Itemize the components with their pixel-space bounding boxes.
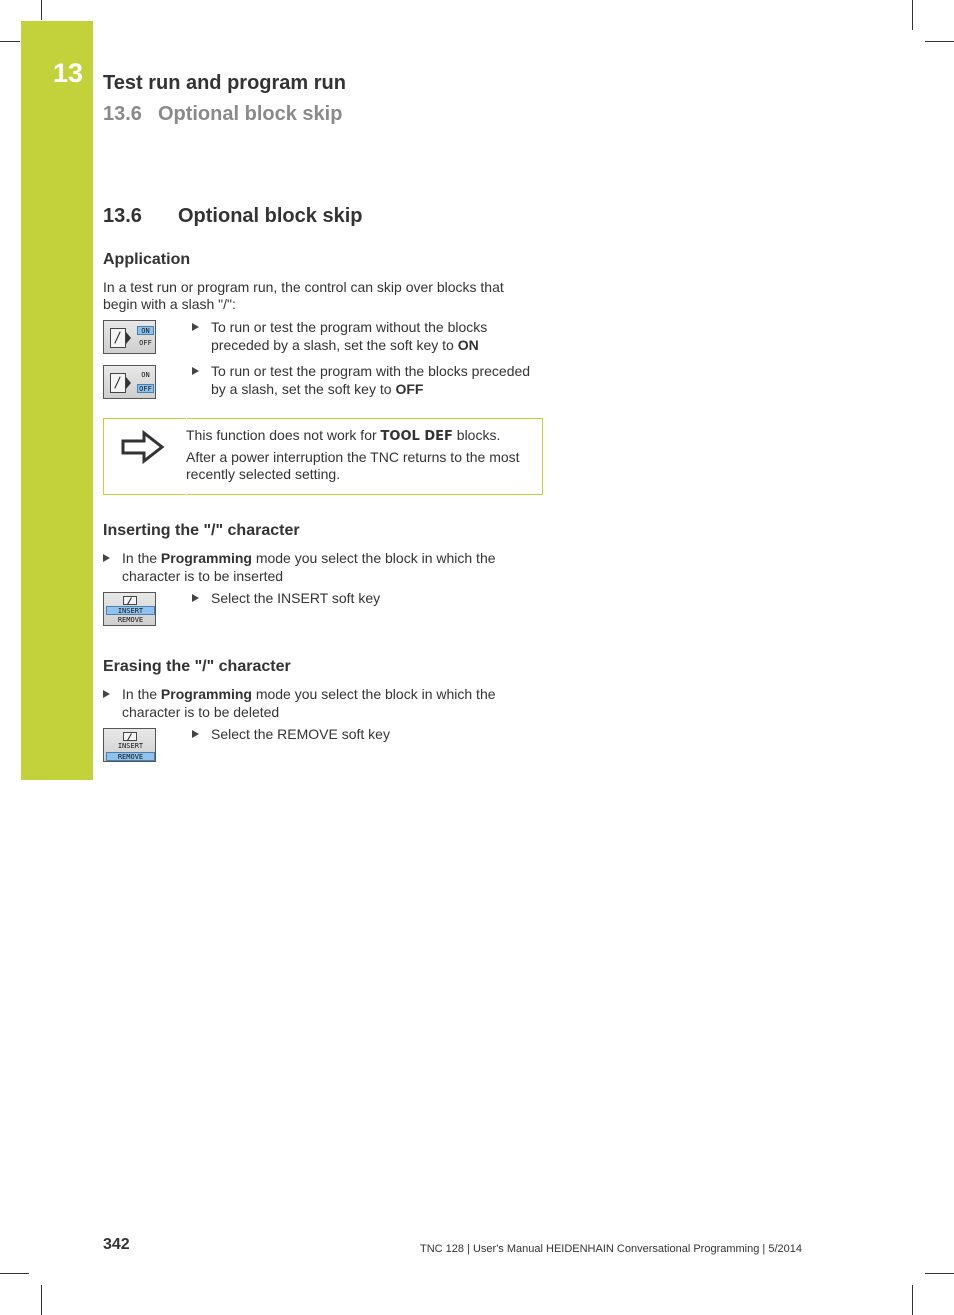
running-header-section	[103, 103, 342, 126]
mode-name: Programming	[160, 550, 252, 566]
running-header-section-title: Optional block skip	[157, 103, 343, 125]
arrow-icon	[126, 332, 131, 344]
insert-remove-softkey-insert[interactable]	[103, 592, 156, 626]
crop-mark	[912, 1285, 913, 1315]
running-header-title: Test run and program run	[103, 72, 346, 94]
softkey-remove-label: REMOVE	[106, 752, 155, 761]
softkey-off-label: OFF	[137, 384, 154, 393]
softkey-insert-label: INSERT	[117, 742, 144, 750]
arrow-icon	[126, 377, 131, 389]
note-text: This function does not work for	[186, 427, 381, 443]
slash-icon	[110, 373, 126, 393]
list-item-text: In the	[122, 686, 161, 702]
section-number: 13.6	[103, 205, 142, 227]
list-item-text: In the	[122, 550, 161, 566]
arrow-right-icon	[120, 429, 166, 465]
softkey-on-label: ON	[137, 326, 154, 335]
slash-icon	[123, 596, 137, 605]
running-header-section-number: 13.6	[103, 103, 142, 125]
section-title	[103, 205, 362, 228]
list-item-text: To run or test the program with the blocks preceded by a slash, set the soft key to	[211, 363, 531, 397]
section-name: Optional block skip	[178, 205, 363, 227]
note-text: blocks.	[452, 427, 501, 443]
crop-mark	[925, 41, 954, 42]
list-item-text: Select the REMOVE soft key	[211, 726, 390, 742]
insert-remove-softkey-remove[interactable]	[103, 728, 156, 762]
list-item-text: mode you select the block in which the character is to be inserted	[122, 550, 496, 584]
on-off-softkey-on[interactable]	[103, 320, 156, 354]
list-item	[192, 725, 532, 743]
list-item-text: Select the INSERT soft key	[211, 590, 381, 606]
application-heading: Application	[103, 251, 191, 268]
list-item	[103, 685, 533, 721]
softkey-off-label: OFF	[139, 339, 152, 347]
softkey-remove-label: REMOVE	[117, 616, 144, 624]
crop-mark	[0, 1273, 29, 1274]
crop-mark	[41, 0, 42, 20]
list-item-text: mode you select the block in which the character is to be deleted	[122, 686, 496, 720]
note-code: TOOL DEF	[380, 429, 453, 444]
list-item	[192, 318, 532, 354]
softkey-on-label: ON	[141, 371, 150, 379]
list-item-value: ON	[457, 337, 479, 353]
note-line-1	[186, 427, 526, 445]
slash-icon	[123, 732, 137, 741]
bullet-triangle-icon	[103, 554, 110, 562]
bullet-triangle-icon	[103, 690, 110, 698]
list-item-value: OFF	[395, 381, 424, 397]
crop-mark	[912, 0, 913, 30]
bullet-triangle-icon	[192, 367, 199, 375]
note-line-2: After a power interruption the TNC returns to the most recently selected setting.	[186, 449, 520, 482]
bullet-triangle-icon	[192, 323, 199, 331]
chapter-number: 13	[53, 58, 84, 88]
crop-mark	[0, 41, 20, 42]
page-number: 342	[103, 1236, 130, 1253]
mode-name: Programming	[160, 686, 252, 702]
list-item	[192, 589, 532, 607]
softkey-insert-label: INSERT	[106, 606, 155, 615]
note-box	[103, 418, 543, 495]
list-item	[103, 549, 533, 585]
bullet-triangle-icon	[192, 594, 199, 602]
list-item	[192, 362, 532, 398]
bullet-triangle-icon	[192, 730, 199, 738]
slash-icon	[110, 328, 126, 348]
list-item-text: To run or test the program without the blocks preceded by a slash, set the soft key to	[211, 319, 488, 353]
erasing-heading: Erasing the "/" character	[103, 658, 291, 675]
inserting-heading: Inserting the "/" character	[103, 522, 300, 539]
on-off-softkey-off[interactable]	[103, 365, 156, 399]
application-intro: In a test run or program run, the control can skip over blocks that begin with a slash "/":	[103, 279, 504, 312]
footer-info: TNC 128 | User's Manual HEIDENHAIN Conversational Programming | 5/2014	[420, 1243, 802, 1255]
crop-mark	[925, 1273, 954, 1274]
crop-mark	[41, 1285, 42, 1315]
chapter-tab	[21, 21, 93, 780]
